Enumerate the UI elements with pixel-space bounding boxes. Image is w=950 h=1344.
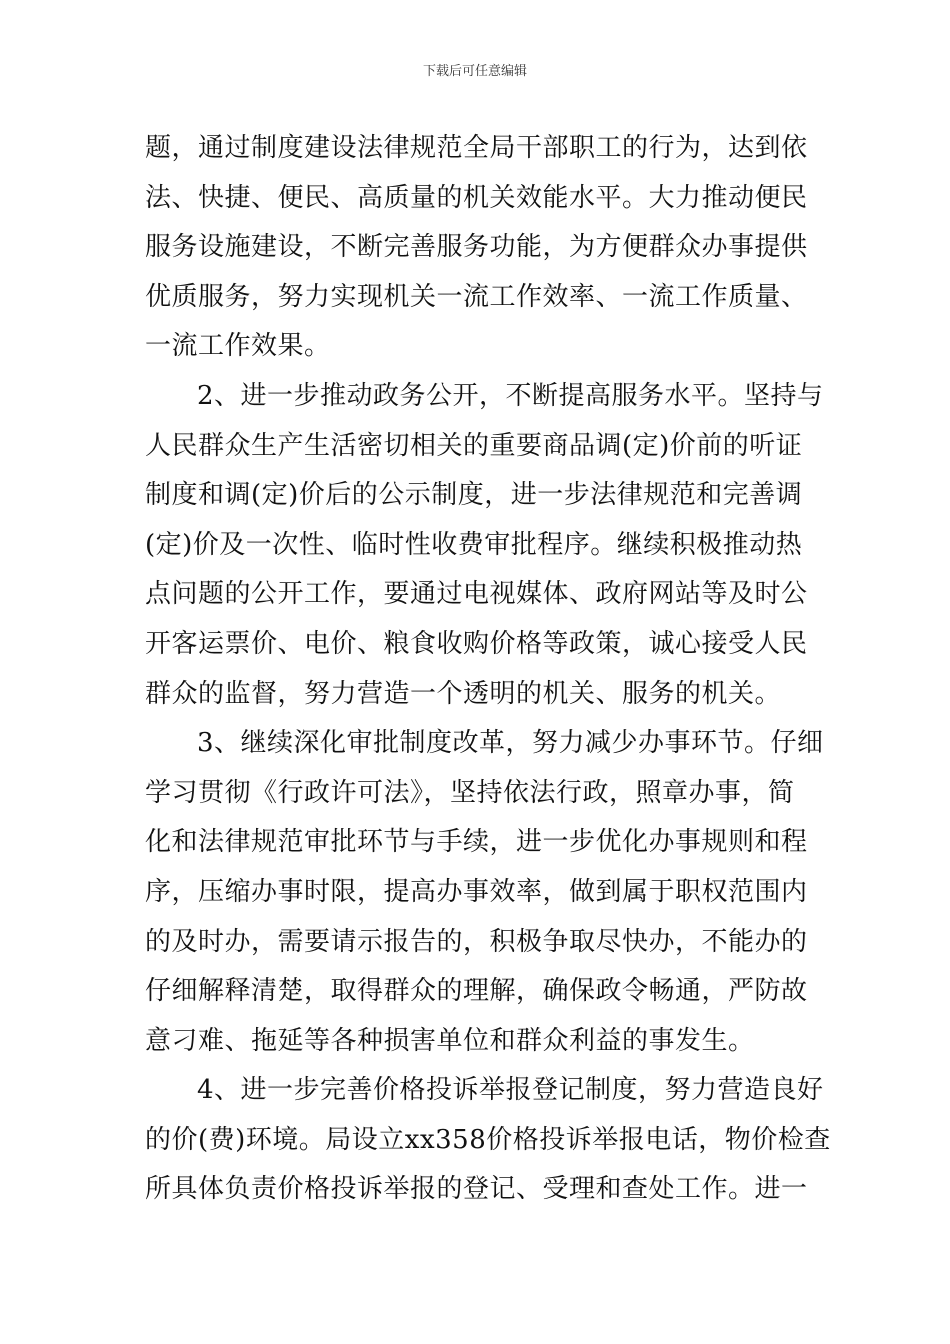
document-body	[145, 124, 831, 1215]
text-line: 一流工作效果。	[145, 331, 331, 362]
text-line: 服务设施建设，不断完善服务功能，为方便群众办事提供	[145, 232, 808, 263]
text-line: 开客运票价、电价、粮食收购价格等政策，诚心接受人民	[145, 628, 808, 659]
text-line: 题，通过制度建设法律规范全局干部职工的行为，达到依	[145, 133, 808, 163]
text-line: 的价(费)环境。局设立xx358价格投诉举报电话，物价检查	[145, 1124, 831, 1155]
text-line: 化和法律规范审批环节与手续，进一步优化办事规则和程	[145, 827, 808, 858]
text-line: 意刁难、拖延等各种损害单位和群众利益的事发生。	[145, 1025, 755, 1056]
text-line: 法、快捷、便民、高质量的机关效能水平。大力推动便民	[145, 182, 808, 213]
text-line: 序，压缩办事时限，提高办事效率，做到属于职权范围内	[145, 876, 808, 907]
text-line: 人民群众生产生活密切相关的重要商品调(定)价前的听证	[145, 430, 803, 461]
text-line: 点问题的公开工作，要通过电视媒体、政府网站等及时公	[145, 579, 808, 610]
text-line: 所具体负责价格投诉举报的登记、受理和查处工作。进一	[145, 1174, 808, 1205]
paragraph-3-first-line: 3、继续深化审批制度改革，努力减少办事环节。仔细	[197, 728, 824, 759]
paragraph-2-first-line: 2、进一步推动政务公开，不断提高服务水平。坚持与	[197, 380, 824, 411]
text-line: 学习贯彻《行政许可法》，坚持依法行政，照章办事，简	[145, 777, 795, 808]
text-line: 仔细解释清楚，取得群众的理解，确保政令畅通，严防故	[145, 976, 808, 1007]
text-line: 的及时办，需要请示报告的，积极争取尽快办，不能办的	[145, 926, 808, 957]
text-line: 群众的监督，努力营造一个透明的机关、服务的机关。	[145, 678, 782, 709]
paragraph-4-first-line: 4、进一步完善价格投诉举报登记制度，努力营造良好	[197, 1075, 824, 1106]
text-line: 制度和调(定)价后的公示制度，进一步法律规范和完善调	[145, 480, 803, 511]
text-line: 优质服务，努力实现机关一流工作效率、一流工作质量、	[145, 281, 808, 312]
page-header: 下载后可任意编辑	[422, 64, 527, 79]
text-line: (定)价及一次性、临时性收费审批程序。继续积极推动热	[145, 529, 803, 560]
